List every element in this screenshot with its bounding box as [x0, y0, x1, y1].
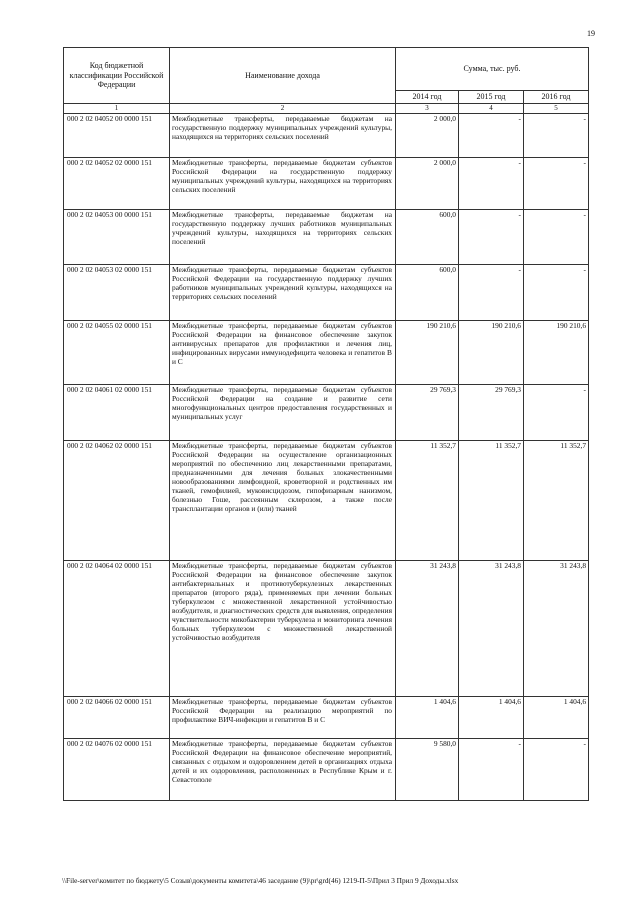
amount-2014: 600,0 — [396, 265, 459, 321]
amount-2016: 190 210,6 — [524, 321, 589, 385]
budget-code: 000 2 02 04062 02 0000 151 — [64, 441, 170, 561]
table-row — [64, 697, 589, 739]
amount-2016: - — [524, 210, 589, 265]
amount-2016: 11 352,7 — [524, 441, 589, 561]
page-number: 19 — [587, 29, 595, 38]
header-year-2015: 2015 год — [459, 91, 524, 104]
income-table — [63, 47, 589, 801]
table-row — [64, 114, 589, 158]
amount-2014: 600,0 — [396, 210, 459, 265]
amount-2016: - — [524, 158, 589, 210]
header-year-2014: 2014 год — [396, 91, 459, 104]
amount-2016: - — [524, 385, 589, 441]
amount-2014: 2 000,0 — [396, 114, 459, 158]
income-name: Межбюджетные трансферты, передаваемые бюджетам субъектов Российской Федерации на государственную поддержку муниципальных учреждений культуры, находящихся на территориях сельских поселений — [170, 158, 396, 210]
income-name: Межбюджетные трансферты, передаваемые бюджетам субъектов Российской Федерации на осуществление организационных мероприятий по обеспечению лиц лекарственными препаратами, предназначенными для лечения больных злокачественными новообразованиями лимфоидной, кроветворной и родственных им тканей, гемофилией, муковисцидозом, гипофизарным нанизмом, болезнью Гоше, рассеянным склерозом, а также после трансплантации органов и (или) тканей — [170, 441, 396, 561]
budget-code: 000 2 02 04053 00 0000 151 — [64, 210, 170, 265]
amount-2014: 31 243,8 — [396, 561, 459, 697]
amount-2015: 11 352,7 — [459, 441, 524, 561]
income-name: Межбюджетные трансферты, передаваемые бюджетам на государственную поддержку муниципальных учреждений культуры, находящихся на территориях сельских поселений — [170, 114, 396, 158]
table-row — [64, 739, 589, 801]
amount-2016: - — [524, 114, 589, 158]
index-cell: 5 — [524, 104, 589, 114]
amount-2014: 9 580,0 — [396, 739, 459, 801]
budget-code: 000 2 02 04053 02 0000 151 — [64, 265, 170, 321]
amount-2016: 31 243,8 — [524, 561, 589, 697]
income-name: Межбюджетные трансферты, передаваемые бюджетам субъектов Российской Федерации на финансовое обеспечение закупок антивирусных препаратов для профилактики и лечения лиц, инфицированных вирусами иммунодефицита человека и гепатитов В и С — [170, 321, 396, 385]
amount-2015: - — [459, 739, 524, 801]
index-cell: 4 — [459, 104, 524, 114]
budget-code: 000 2 02 04052 02 0000 151 — [64, 158, 170, 210]
budget-code: 000 2 02 04066 02 0000 151 — [64, 697, 170, 739]
index-cell: 2 — [170, 104, 396, 114]
amount-2015: - — [459, 265, 524, 321]
budget-code: 000 2 02 04061 02 0000 151 — [64, 385, 170, 441]
table-row — [64, 441, 589, 561]
index-cell: 1 — [64, 104, 170, 114]
amount-2015: - — [459, 158, 524, 210]
income-name: Межбюджетные трансферты, передаваемые бюджетам на государственную поддержку лучших работников муниципальных учреждений культуры, находящихся на территориях сельских поселений — [170, 210, 396, 265]
income-name: Межбюджетные трансферты, передаваемые бюджетам субъектов Российской Федерации на государственную поддержку лучших работников муниципальных учреждений культуры, находящихся на территориях сельских поселений — [170, 265, 396, 321]
amount-2016: - — [524, 265, 589, 321]
amount-2015: - — [459, 114, 524, 158]
amount-2014: 1 404,6 — [396, 697, 459, 739]
amount-2014: 29 769,3 — [396, 385, 459, 441]
table-row — [64, 265, 589, 321]
header-year-2016: 2016 год — [524, 91, 589, 104]
table-row — [64, 385, 589, 441]
amount-2014: 190 210,6 — [396, 321, 459, 385]
file-path-footer: \\File-server\комитет по бюджету\5 Созыв\документы комитета\46 заседание (9)\pr\grd(46) 1219-П-5\Прил 3 Прил 9 Доходы.xlsx — [62, 876, 459, 885]
amount-2015: - — [459, 210, 524, 265]
amount-2014: 2 000,0 — [396, 158, 459, 210]
index-cell: 3 — [396, 104, 459, 114]
table-row — [64, 158, 589, 210]
budget-code: 000 2 02 04055 02 0000 151 — [64, 321, 170, 385]
income-name: Межбюджетные трансферты, передаваемые бюджетам субъектов Российской Федерации на создание и развитие сети многофункциональных центров предоставления государственных и муниципальных услуг — [170, 385, 396, 441]
table-row — [64, 561, 589, 697]
index-row — [64, 104, 589, 114]
amount-2015: 1 404,6 — [459, 697, 524, 739]
income-name: Межбюджетные трансферты, передаваемые бюджетам субъектов Российской Федерации на финансовое обеспечение мероприятий, связанных с отдыхом и оздоровлением детей в организациях отдыха детей и их оздоровления, расположенных в Республике Крым и г. Севастополе — [170, 739, 396, 801]
header-row — [64, 48, 589, 91]
header-name: Наименование дохода — [170, 48, 396, 104]
table-row — [64, 210, 589, 265]
income-name: Межбюджетные трансферты, передаваемые бюджетам субъектов Российской Федерации на финансовое обеспечение закупок антибактериальных и противотуберкулезных лекарственных препаратов (второго ряда), применяемых при лечении больных туберкулезом с множественной лекарственной устойчивостью возбудителя, и диагностических средств для выявления, определения чувствительности микобактерии туберкулеза и мониторинга лечения больных туберкулезом с множественной лекарственной устойчивостью возбудителя — [170, 561, 396, 697]
amount-2016: 1 404,6 — [524, 697, 589, 739]
amount-2015: 190 210,6 — [459, 321, 524, 385]
budget-code: 000 2 02 04052 00 0000 151 — [64, 114, 170, 158]
header-sum: Сумма, тыс. руб. — [396, 48, 589, 91]
budget-code: 000 2 02 04076 02 0000 151 — [64, 739, 170, 801]
amount-2014: 11 352,7 — [396, 441, 459, 561]
header-code: Код бюджетной классификации Российской Федерации — [64, 48, 170, 104]
income-name: Межбюджетные трансферты, передаваемые бюджетам субъектов Российской Федерации на реализацию мероприятий по профилактике ВИЧ-инфекции и гепатитов В и С — [170, 697, 396, 739]
table-row — [64, 321, 589, 385]
budget-code: 000 2 02 04064 02 0000 151 — [64, 561, 170, 697]
amount-2016: - — [524, 739, 589, 801]
amount-2015: 29 769,3 — [459, 385, 524, 441]
amount-2015: 31 243,8 — [459, 561, 524, 697]
